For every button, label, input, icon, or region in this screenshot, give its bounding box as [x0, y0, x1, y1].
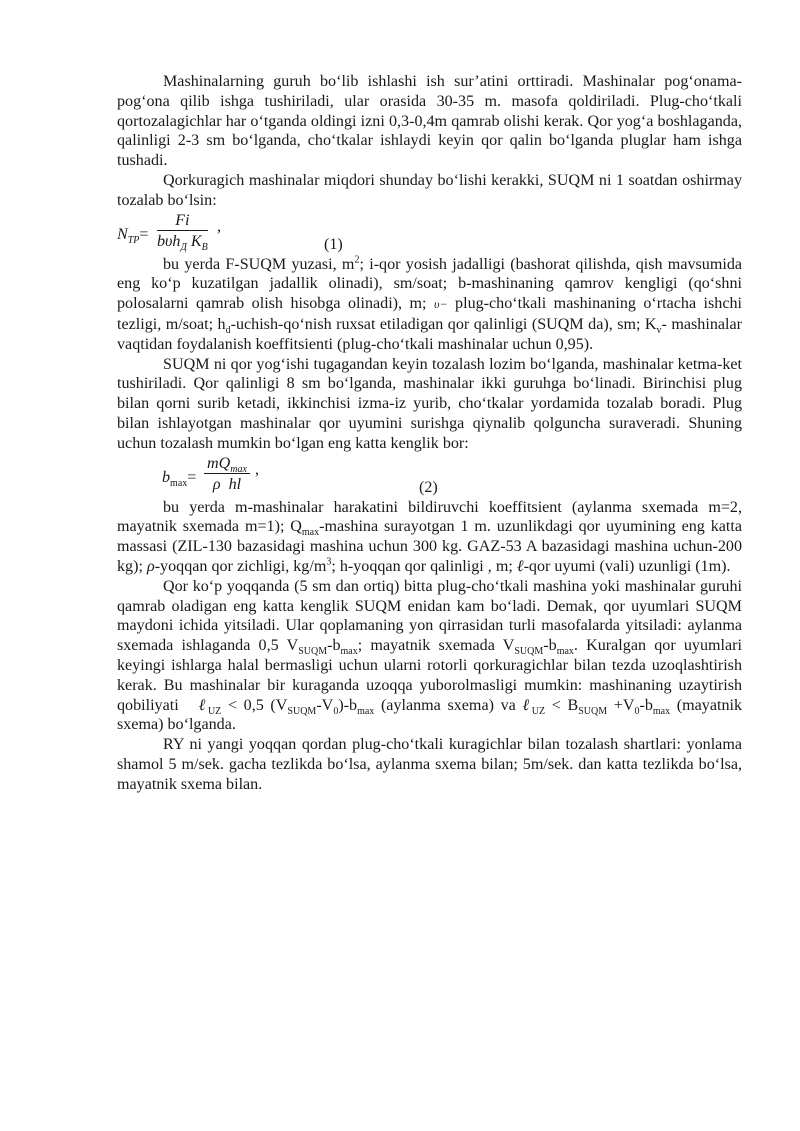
- paragraph-sequential-cleaning: SUQM ni qor yog‘ishi tugagandan keyin tozalash lozim bo‘lganda, mashinalar ketma-ket tushiriladi. Qor qalinligi 8 sm bo‘lganda, mashinalar ikki guruhga bo‘linadi. Birinchisi plug bilan qorni surib ketadi, ikkinchisi izma-iz yurib, cho‘tkalar yordamida tozalab boradi. Plug bilan ishlayotgan mashinalar qor uyumini surishga qiynalib qolguncha suraveradi. Shuning uchun tozalash mumkin bo‘lgan eng katta kenglik bor:: [117, 355, 742, 452]
- formula-1-fraction: [157, 211, 208, 252]
- formula-1-denominator: bυh$_Д$ $K_B$: [157, 232, 208, 253]
- formula-2-lhs: $b_{max}=$: [162, 468, 197, 489]
- paragraph-formula-1-legend: bu yerda F-SUQM yuzasi, $m^2$; i-qor yosish jadalligi (bashorat qilishda, qish mavsumida eng ko‘p kuzatilgan jadallik olinadi), sm/soat; b-mashinaning qamrov kengligi (qo‘shni polosalarni qamrab olish hisobga olinadi), m; υ− plug-cho‘tkali mashinaning o‘rtacha ishchi tezligi, m/soat; $h_d-uchish-qo‘nish$ ruxsat etiladigan qor qalinligi (SUQM da), sm; $K_v-$ mashinalar vaqtidan foydalanish koeffitsienti (plug-cho‘tkali mashinalar uchun 0,95).: [117, 254, 743, 353]
- paragraph-cleaning-conditions: RY ni yangi yoqqan qordan plug-cho‘tkali kuragichlar bilan tozalash shartlari: yonlama shamol 5 m/sek. gacha tezlikda bo‘lsa, aylanma sxema bilan; 5m/sek. dan katta tezlikda bo‘lsa, mayatnik sxema bilan.: [117, 736, 742, 793]
- formula-2: [117, 454, 742, 498]
- formula-2-number: (2): [419, 478, 438, 496]
- formula-2-fraction: [204, 454, 250, 495]
- formula-1: [117, 211, 742, 255]
- paragraph-formula-2-legend: bu yerda m-mashinalar harakatini bildiruvchi koeffitsient (aylanma sxemada m=2, mayatnik sxemada m=1); $Q_{max}$-mashina surayotgan 1 m. uzunlikdagi qor uyumining eng katta massasi (ZIL-130 bazasidagi mashina uchun 300 kg. GAZ-53 A bazasidagi mashina uchun-200 kg); ρ-yoqqan qor zichligi, $kg/m^3$; h-yoqqan qor qalinligi , m; ℓ-qor uyumi (vali) uzunligi (1m).: [117, 498, 742, 575]
- document-page: [117, 72, 742, 795]
- formula-2-numerator: $mQ_{max}$: [204, 454, 250, 474]
- formula-1-comma: ,: [217, 217, 222, 235]
- formula-1-lhs: $N_{TP}=$: [117, 225, 149, 246]
- paragraph-heavy-snow: Qor ko‘p yoqqanda (5 sm dan ortiq) bitta plug-cho‘tkali mashina yoki mashinalar guruhi qamrab oladigan eng katta kenglik SUQM enidan kam bo‘ladi. Demak, qor uyumlari SUQM maydoni ichida yitsiladi. Ular qoplamaning yon qirrasidan turli masofalarda yitsiladi: aylanma sxemada ishlaganda 0,5 $V_{SUQM}-b_{max}$; mayatnik sxemada $V_{SUQM}-b_{max}$. Kuralgan qor uyumlari keyingi ishlarga halal bermasligi uchun ularni rotorli qorkuragichlar bilan tezda uzoqlashtirish kerak. Bu mashinalar bir kuraganda uzoqqa yuborolmasligi mumkin: mashinaning uzaytirish qobiliyati ℓ$_{UZ}$ < 0,5 $(V_{SUQM}-V_0)-b_{max}$ (aylanma sxema) va ℓ$_{UZ}$ < $B_{SUQM} +V_0-b_{max}$ (mayatnik sxema) bo‘lganda.: [117, 577, 743, 734]
- formula-2-comma: ,: [255, 460, 260, 478]
- formula-2-denominator: ρ hl: [212, 475, 242, 493]
- paragraph-machine-count: Qorkuragich mashinalar miqdori shunday bo‘lishi kerakki, SUQM ni 1 soatdan oshirmay tozalab bo‘lsin:: [117, 171, 742, 209]
- formula-1-numerator: Fi: [157, 211, 208, 231]
- paragraph-group-work: Mashinalarning guruh bo‘lib ishlashi ish sur’atini orttiradi. Mashinalar pog‘onama-pog‘ona qilib ishga tushiriladi, ular orasida 30-35 m. masofa qoldiriladi. Plug-cho‘tkali qortozalagichlar har o‘tganda oldingi izni 0,3-0,4m qamrab olishi kerak. Qor yog‘a boshlaganda, qalinligi 2-3 sm bo‘lganda, cho‘tkalar ishlaydi keyin qor qalin bo‘lganda pluglar ham ishga tushadi.: [117, 73, 742, 170]
- formula-1-number: (1): [324, 235, 343, 253]
